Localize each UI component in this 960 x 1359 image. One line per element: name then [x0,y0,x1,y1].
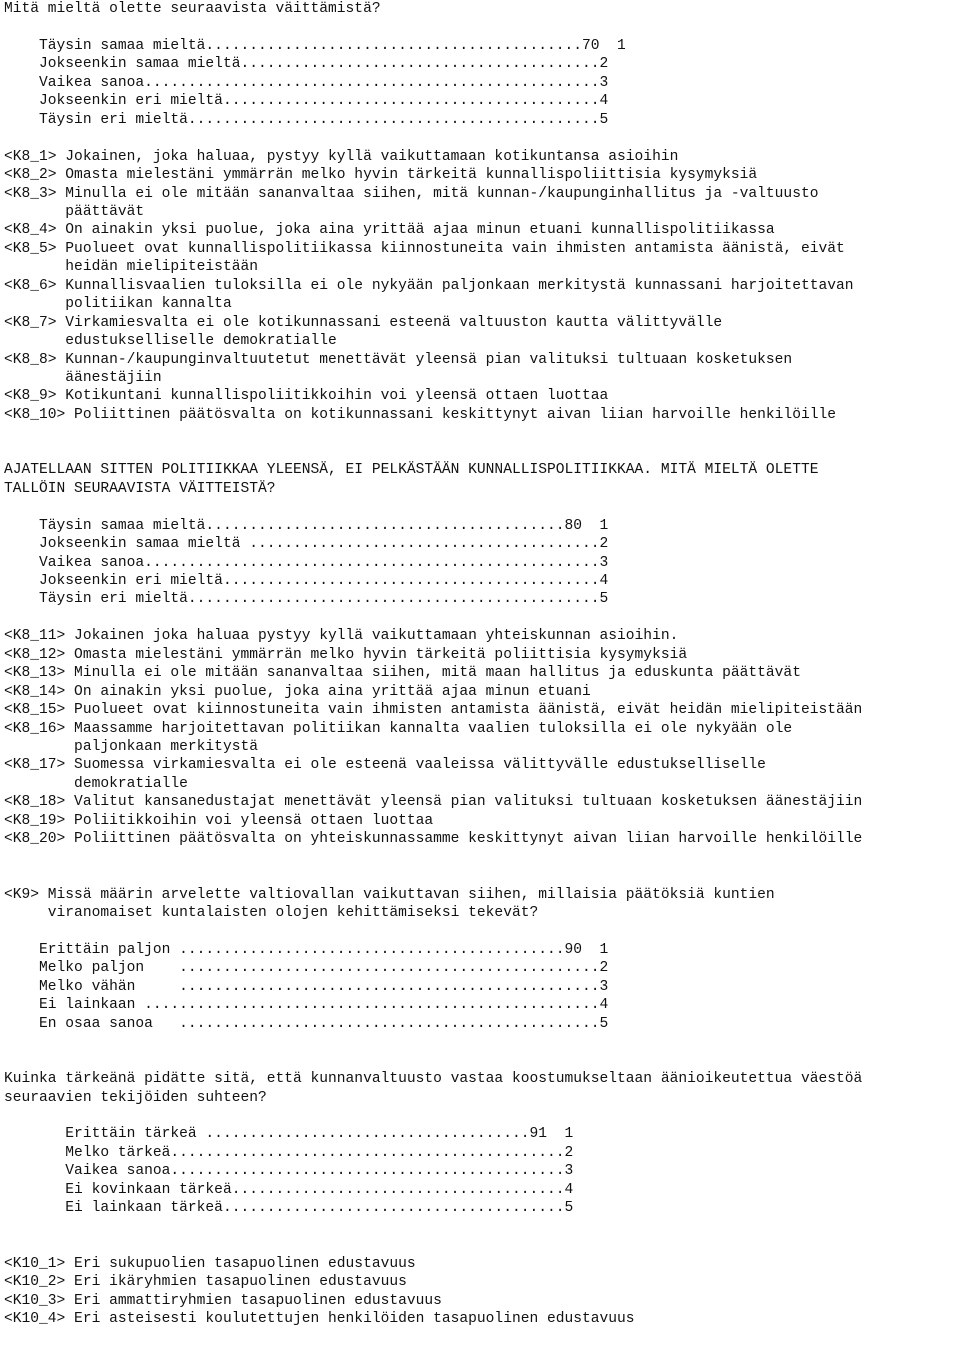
document-line: <K10_1> Eri sukupuolien tasapuolinen edustavuus [4,1255,416,1272]
document-line: <K8_8> Kunnan-/kaupunginvaltuutetut menettävät yleensä pian valituksi tultuaan kosketuksen [4,351,793,368]
document-line: Erittäin paljon ............................................90 1 [4,941,609,958]
document-line: <K8_2> Omasta mielestäni ymmärrän melko hyvin tärkeitä kunnallispoliittisia kysymyksiä [4,167,758,184]
document-line: <K8_5> Puolueet ovat kunnallispolitiikassa kiinnostuneita vain ihmisten antamista äänistä, eivät [4,240,845,257]
document-line: Melko paljon ................................................2 [4,960,609,977]
document-line: <K8_3> Minulla ei ole mitään sananvaltaa siihen, mitä kunnan-/kaupunginhallitus ja -valtuusto [4,185,819,202]
document-line: <K8_18> Valitut kansanedustajat menettävät yleensä pian valituksi tultuaan kosketuksen äänestäjiin [4,794,863,811]
document-line: Kuinka tärkeänä pidätte sitä, että kunnanvaltuusto vastaa koostumukseltaan äänioikeutettua väestöä [4,1071,863,1088]
document-line: <K8_19> Poliitikkoihin voi yleensä ottaen luottaa [4,812,434,829]
document-line: <K10_2> Eri ikäryhmien tasapuolinen edustavuus [4,1274,407,1291]
document-line: <K8_14> On ainakin yksi puolue, joka aina yrittää ajaa minun etuani [4,683,591,700]
document-line: Vaikea sanoa....................................................3 [4,74,609,91]
document-line: Täysin samaa mieltä...........................................70 1 [4,37,626,54]
document-line: Täysin eri mieltä...............................................5 [4,111,609,128]
document-line: heidän mielipiteistään [4,259,258,276]
document-line: Melko vähän ................................................3 [4,978,609,995]
document-line: <K8_4> On ainakin yksi puolue, joka aina yrittää ajaa minun etuani kunnallispolitiikassa [4,222,775,239]
document-line: <K8_17> Suomessa virkamiesvalta ei ole esteenä vaaleissa välittyvälle edustukselliselle [4,757,766,774]
document-line: Täysin eri mieltä...............................................5 [4,591,609,608]
document-line: paljonkaan merkitystä [4,739,258,755]
document-line: Jokseenkin eri mieltä...........................................4 [4,572,609,589]
document-line: Jokseenkin eri mieltä...........................................4 [4,93,609,110]
document-line: Ei lainkaan tärkeä.......................................5 [4,1200,574,1217]
document-line: <K8_11> Jokainen joka haluaa pystyy kyllä vaikuttamaan yhteiskunnan asioihin. [4,628,679,645]
document-line: Ei lainkaan ....................................................4 [4,997,609,1014]
document-line: <K8_16> Maassamme harjoitettavan politiikan kannalta vaalien tuloksilla ei ole nykyään ole [4,720,793,737]
document-line: En osaa sanoa ................................................5 [4,1015,609,1032]
document-line: Jokseenkin samaa mieltä ........................................2 [4,536,609,553]
document-line: politiikan kannalta [4,296,232,313]
document-line: TALLÖIN SEURAAVISTA VÄITTEISTÄ? [4,480,276,497]
document-line: AJATELLAAN SITTEN POLITIIKKAA YLEENSÄ, EI PELKÄSTÄÄN KUNNALLISPOLITIIKKAA. MITÄ MIELTÄ OLETTE [4,462,819,479]
document-line: <K8_12> Omasta mielestäni ymmärrän melko hyvin tärkeitä poliittisia kysymyksiä [4,646,688,663]
document-line: <K8_13> Minulla ei ole mitään sananvaltaa siihen, mitä maan hallitus ja eduskunta päättävät [4,665,801,682]
document-line: <K8_9> Kotikuntani kunnallispoliitikkoihin voi yleensä ottaen luottaa [4,388,609,405]
document-line: seuraavien tekijöiden suhteen? [4,1089,267,1106]
document-line: <K8_6> Kunnallisvaalien tuloksilla ei ole nykyään paljonkaan merkitystä kunnassani harjoitettavan [4,277,854,294]
document-line: <K8_7> Virkamiesvalta ei ole kotikunnassani esteenä valtuuston kautta välittyvälle [4,314,723,331]
document-line: demokratialle [4,775,188,792]
document-line: Täysin samaa mieltä.........................................80 1 [4,517,609,534]
document-line: <K10_3> Eri ammattiryhmien tasapuolinen edustavuus [4,1292,442,1309]
document-line: <K10_4> Eri asteisesti koulutettujen henkilöiden tasapuolinen edustavuus [4,1310,635,1327]
document-line: Mitä mieltä olette seuraavista väittämistä? [4,1,381,17]
document-line: <K8_15> Puolueet ovat kiinnostuneita vain ihmisten antamista äänistä, eivät heidän mielipiteistään [4,702,863,719]
document-line: Vaikea sanoa....................................................3 [4,554,609,571]
document-line: Jokseenkin samaa mieltä.........................................2 [4,56,609,73]
document-line: viranomaiset kuntalaisten olojen kehittämiseksi tekevät? [4,905,539,922]
document-line: <K9> Missä määrin arvelette valtiovallan vaikuttavan siihen, millaisia päätöksiä kuntien [4,886,775,903]
document-line: Ei kovinkaan tärkeä......................................4 [4,1181,574,1198]
document-line: <K8_10> Poliittinen päätösvalta on kotikunnassani keskittynyt aivan liian harvoille henkilöille [4,406,836,423]
document-line: <K8_1> Jokainen, joka haluaa, pystyy kyllä vaikuttamaan kotikuntansa asioihin [4,148,679,165]
document-line: <K8_20> Poliittinen päätösvalta on yhteiskunnassamme keskittynyt aivan liian harvoille henkilöille [4,831,863,848]
document-line: päättävät [4,203,145,220]
document-line: Erittäin tärkeä .....................................91 1 [4,1126,574,1143]
document-line: edustukselliselle demokratialle [4,333,337,350]
document-line: Vaikea sanoa.............................................3 [4,1163,574,1180]
document-line: äänestäjiin [4,370,162,386]
document-line: Melko tärkeä.............................................2 [4,1144,574,1161]
